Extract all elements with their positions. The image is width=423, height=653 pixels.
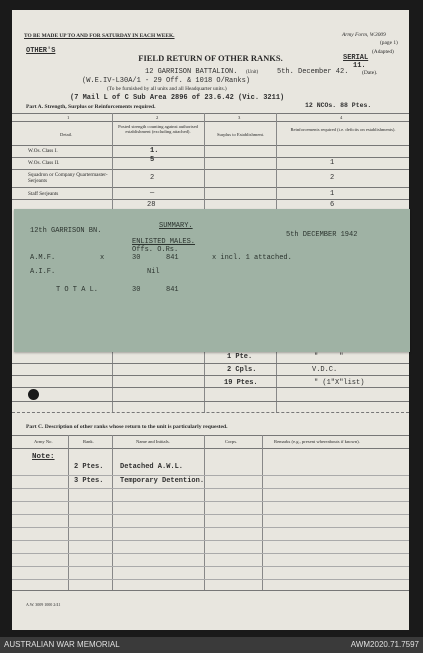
authority-text: (7 Mail L of C Sub Area 2896 of 23.6.42 (Vic. 3211): [70, 94, 285, 102]
row-posted: 1.: [150, 147, 159, 155]
row-detail: Staff Serjeants: [28, 191, 59, 197]
lower-reinforcements: V.D.C.: [312, 366, 338, 374]
part-c-head-rank: Rank.: [83, 439, 94, 444]
table-rule: [12, 540, 409, 541]
form-number: Army Form, W.3009: [342, 32, 386, 38]
surplus-note: 12 NCOs. 88 Ptes.: [305, 102, 372, 109]
slip-amf-offs: 30: [132, 254, 141, 262]
table-rule: [12, 387, 409, 388]
table-rule: [12, 187, 409, 188]
table-rule: [12, 435, 409, 436]
table-rule: [12, 199, 409, 200]
form-title: FIELD RETURN OF OTHER RANKS.: [138, 53, 283, 63]
row-reinforcements: 6: [330, 201, 335, 209]
table-rule: [12, 113, 409, 114]
slip-summary-title: SUMMARY.: [159, 222, 193, 230]
table-rule: [12, 488, 409, 489]
table-rule: [12, 121, 409, 122]
table-rule: [12, 448, 409, 449]
page-number: (page 1): [380, 40, 398, 46]
section-divider: [12, 412, 409, 413]
slip-column-heads: Offs. O.Rs.: [132, 246, 179, 254]
furnish-note: (To be furnished by all units and all Headquarter units.): [107, 86, 227, 92]
adapted-label: (Adapted): [372, 49, 394, 55]
part-a-heading: Part A. Strength, Surplus or Reinforcements required.: [26, 104, 156, 110]
part-c-heading: Part C. Description of other ranks whose return to the unit is particularly requested.: [26, 424, 228, 430]
slip-amf-label: A.M.F.: [30, 254, 56, 262]
slip-amf-note: x incl. 1 attached.: [212, 254, 292, 262]
table-rule: [12, 363, 409, 364]
column-header-detail: Detail.: [60, 132, 73, 137]
table-rule: [12, 145, 409, 146]
table-rule: [12, 401, 409, 402]
lower-surplus: 19 Ptes.: [224, 379, 258, 387]
row-posted: 28: [147, 201, 156, 209]
table-rule: [12, 590, 409, 591]
row-reinforcements: 1: [330, 190, 335, 198]
row-reinforcements: 2: [330, 174, 335, 182]
table-rule: [12, 501, 409, 502]
archive-footer: [0, 637, 423, 653]
date-label: (Date).: [362, 70, 378, 76]
serial-number: 11.: [353, 62, 366, 70]
slip-amf-ors: 841: [166, 254, 179, 262]
slip-aif-value: Nil: [147, 268, 160, 276]
establishment-text: (W.E.IV-L30A/1 - 29 Off. & 1018 O/Ranks): [82, 77, 251, 85]
footer-accession: AWM2020.71.7597: [350, 640, 419, 649]
table-rule: [12, 157, 409, 158]
table-rule: [12, 566, 409, 567]
column-header-posted: Posted strength counting against authorised establishment (excluding attached).: [118, 124, 198, 134]
part-c-head-army-no: Army No.: [34, 439, 53, 444]
part-c-head-corps: Corps.: [225, 439, 238, 444]
lower-reinforcements: " ": [314, 353, 344, 361]
lower-surplus: 2 Cpls.: [227, 366, 257, 374]
table-rule: [12, 169, 409, 170]
row-posted: 2: [150, 174, 155, 182]
column-number: 2: [156, 115, 159, 120]
part-c-note: Note:: [32, 453, 55, 461]
unit-name: 12 GARRISON BATTALION.: [145, 68, 238, 76]
column-header-surplus: Surplus to Establishment.: [217, 132, 265, 137]
row-posted: 5: [150, 156, 155, 164]
lower-reinforcements: " (1"X"list): [314, 379, 365, 387]
serial-label: SERIAL: [343, 54, 369, 62]
row-posted: —: [150, 189, 155, 197]
slip-total-label: T O T A L.: [56, 286, 99, 294]
return-date: 5th. December 42.: [277, 68, 349, 76]
unit-label: (Unit): [246, 70, 259, 75]
slip-unit: 12th GARRISON BN.: [30, 227, 102, 235]
slip-total-offs: 30: [132, 286, 141, 294]
footer-institution: AUSTRALIAN WAR MEMORIAL: [4, 640, 120, 649]
part-c-name: Temporary Detention.: [120, 477, 205, 485]
table-rule: [12, 527, 409, 528]
row-detail: W.Os. Class II.: [28, 160, 60, 166]
part-c-head-name: Name and Initials.: [136, 439, 170, 444]
slip-amf-x: x: [100, 254, 105, 262]
slip-enlisted-heading: ENLISTED MALES.: [132, 238, 196, 246]
slip-aif-label: A.I.F.: [30, 268, 56, 276]
table-rule: [12, 579, 409, 580]
table-rule: [12, 375, 409, 376]
row-detail: W.Os. Class I.: [28, 148, 58, 154]
instruction-text: TO BE MADE UP TO AND FOR SATURDAY IN EACH WEEK.: [24, 33, 175, 39]
slip-date: 5th DECEMBER 1942: [286, 231, 358, 239]
part-c-rank: 2 Ptes.: [74, 463, 104, 471]
column-number: 3: [238, 115, 241, 120]
punch-hole: [28, 389, 39, 400]
row-reinforcements: 1: [330, 159, 335, 167]
column-number: 4: [340, 115, 343, 120]
part-c-name: Detached A.W.L.: [120, 463, 184, 471]
lower-surplus: 1 Pte.: [227, 353, 253, 361]
part-c-head-remarks: Remarks (e.g., present whereabouts if known).: [274, 439, 360, 444]
summary-slip: [14, 209, 410, 352]
table-rule: [12, 514, 409, 515]
column-header-reinforcements: Reinforcements required (i.e. deficits on establishments).: [290, 127, 396, 132]
row-detail: Squadron or Company Quartermaster-Serjeants: [28, 172, 108, 184]
table-rule: [12, 475, 409, 476]
table-rule: [12, 553, 409, 554]
column-number: 1: [67, 115, 70, 120]
stamp-left: OTHER'S: [26, 47, 56, 55]
part-c-rank: 3 Ptes.: [74, 477, 104, 485]
print-code: A.W. 3009 1000 2/41: [26, 602, 61, 607]
slip-total-ors: 841: [166, 286, 179, 294]
